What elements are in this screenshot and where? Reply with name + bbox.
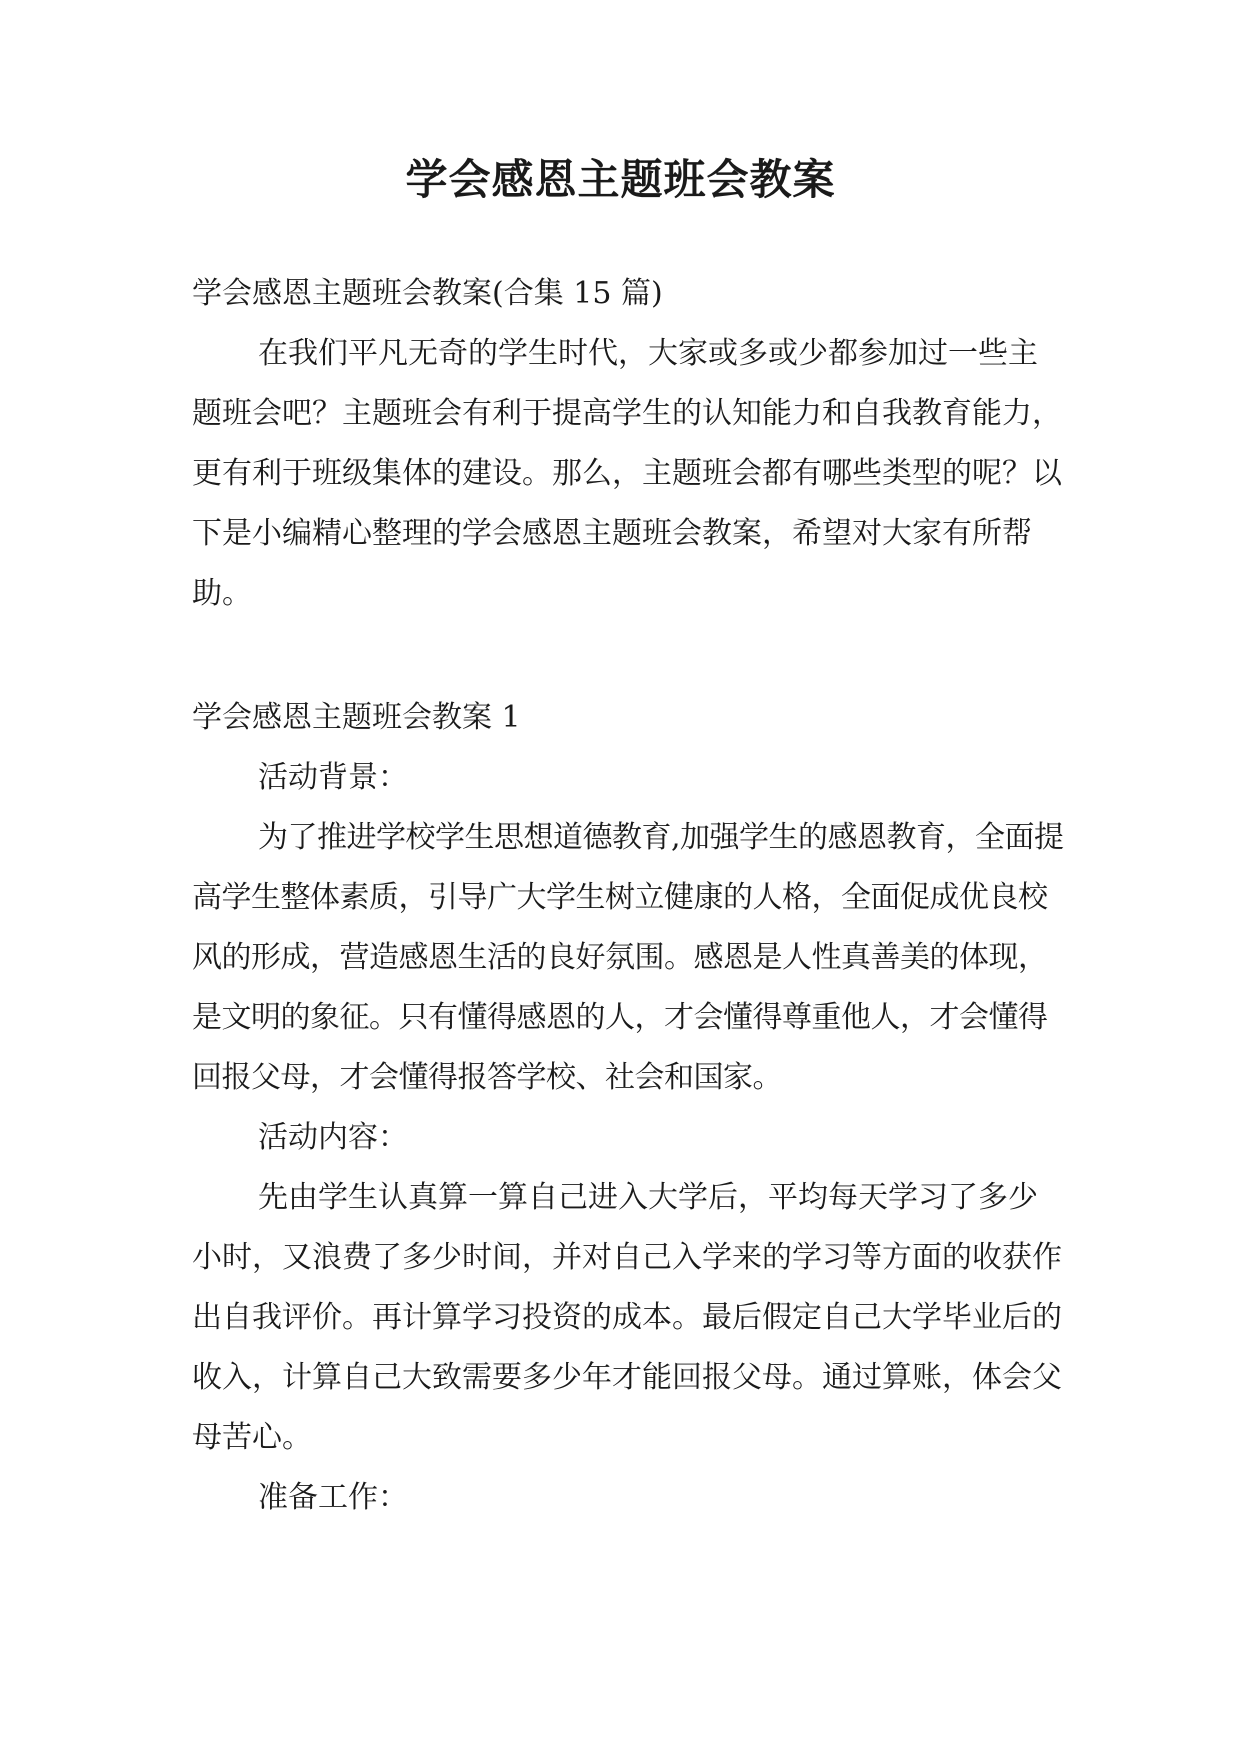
content-label: 活动内容：	[258, 1120, 408, 1155]
content-paragraph: 先由学生认真算一算自己进入大学后，平均每天学习了多少小时，又浪费了多少时间，并对自己入学来的学习等方面的收获作出自我评价。再计算学习投资的成本。最后假定自己大学毕业后的收入，计算自己大致需要多少年才能回报父母。通过算账，体会父母苦心。	[192, 1180, 1062, 1455]
document-title: 学会感恩主题班会教案	[405, 155, 836, 204]
intro-paragraph: 在我们平凡无奇的学生时代，大家或多或少都参加过一些主题班会吧？主题班会有利于提高学生的认知能力和自我教育能力，更有利于班级集体的建设。那么，主题班会都有哪些类型的呢？以下是小编精心整理的学会感恩主题班会教案，希望对大家有所帮助。	[192, 336, 1062, 611]
document-body	[192, 264, 1064, 1528]
background-label: 活动背景：	[258, 760, 408, 795]
background-paragraph: 为了推进学校学生思想道德教育,加强学生的感恩教育，全面提高学生整体素质，引导广大学生树立健康的人格，全面促成优良校风的形成，营造感恩生活的良好氛围。感恩是人性真善美的体现，是文明的象征。只有懂得感恩的人，才会懂得尊重他人，才会懂得回报父母，才会懂得报答学校、社会和国家。	[192, 820, 1064, 1095]
document-subtitle: 学会感恩主题班会教案(合集 15 篇)	[192, 276, 663, 311]
prep-label: 准备工作：	[258, 1480, 408, 1515]
section-heading: 学会感恩主题班会教案 1	[192, 700, 521, 735]
